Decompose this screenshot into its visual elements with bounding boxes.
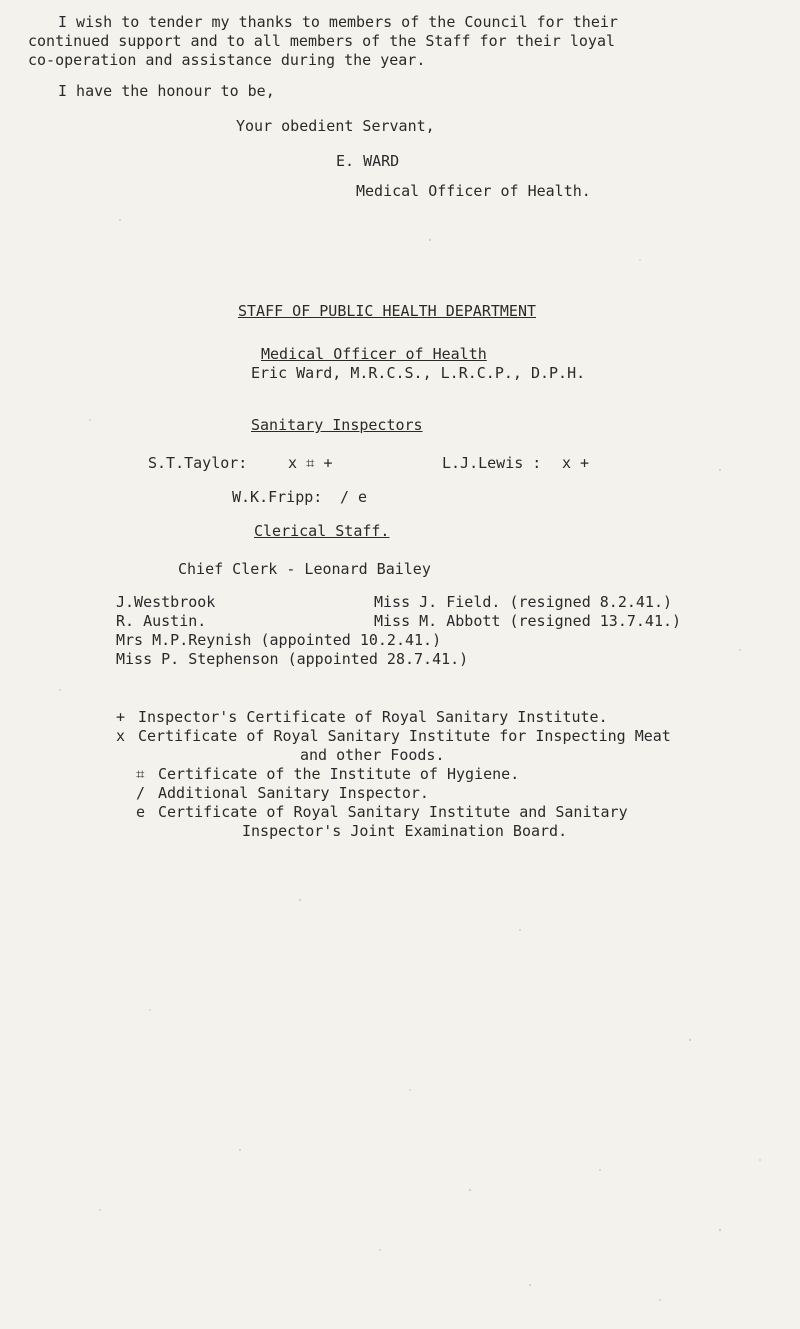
note-line (116, 727, 671, 746)
letter-line-2: continued support and to all members of the Staff for their loyal (28, 32, 615, 50)
sanitary-inspectors-heading: Sanitary Inspectors (251, 416, 423, 434)
clerk-left: J.Westbrook (116, 593, 216, 611)
inspector-name: W.K.Fripp: (232, 488, 323, 506)
note-text: Inspector's Joint Examination Board. (242, 822, 568, 840)
moh-name: Eric Ward, M.R.C.S., L.R.C.P., D.P.H. (251, 364, 586, 382)
inspector-marks: x ⌗ + (288, 454, 333, 472)
clerk-full: Miss P. Stephenson (appointed 28.7.41.) (116, 650, 469, 668)
signatory-title: Medical Officer of Health. (356, 182, 591, 200)
note-text: and other Foods. (300, 746, 445, 764)
moh-heading: Medical Officer of Health (261, 345, 487, 363)
letter-line-3: co-operation and assistance during the year. (28, 51, 426, 69)
inspector-marks: x + (562, 454, 590, 472)
note-text: Additional Sanitary Inspector. (158, 784, 429, 802)
note-line (136, 803, 628, 822)
letter-line-1: I wish to tender my thanks to members of the Council for their (58, 13, 618, 31)
note-line (116, 708, 608, 727)
note-text: Certificate of the Institute of Hygiene. (158, 765, 520, 783)
note-text: Certificate of Royal Sanitary Institute for Inspecting Meat (138, 727, 671, 745)
clerical-heading: Clerical Staff. (254, 522, 390, 540)
note-symbol: x (116, 727, 126, 745)
note-text: Inspector's Certificate of Royal Sanitary Institute. (138, 708, 608, 726)
inspector-marks: / e (340, 488, 368, 506)
inspector-name: L.J.Lewis : (442, 454, 542, 472)
note-symbol: ⌗ (136, 765, 145, 783)
signature: E. WARD (336, 152, 400, 170)
clerk-left: R. Austin. (116, 612, 207, 630)
closing-line-1: I have the honour to be, (58, 82, 275, 100)
note-line (242, 822, 567, 841)
closing-line-2: Your obedient Servant, (236, 117, 435, 135)
note-line (136, 784, 429, 803)
inspector-name: S.T.Taylor: (148, 454, 248, 472)
note-symbol: + (116, 708, 126, 726)
chief-clerk: Chief Clerk - Leonard Bailey (178, 560, 431, 578)
note-line (136, 765, 519, 784)
clerk-full: Mrs M.P.Reynish (appointed 10.2.41.) (116, 631, 442, 649)
note-symbol: e (136, 803, 146, 821)
note-line (300, 746, 445, 765)
staff-heading: STAFF OF PUBLIC HEALTH DEPARTMENT (238, 302, 537, 320)
note-text: Certificate of Royal Sanitary Institute and Sanitary (158, 803, 628, 821)
clerk-right: Miss M. Abbott (resigned 13.7.41.) (374, 612, 682, 630)
note-symbol: / (136, 784, 146, 802)
clerk-right: Miss J. Field. (resigned 8.2.41.) (374, 593, 673, 611)
